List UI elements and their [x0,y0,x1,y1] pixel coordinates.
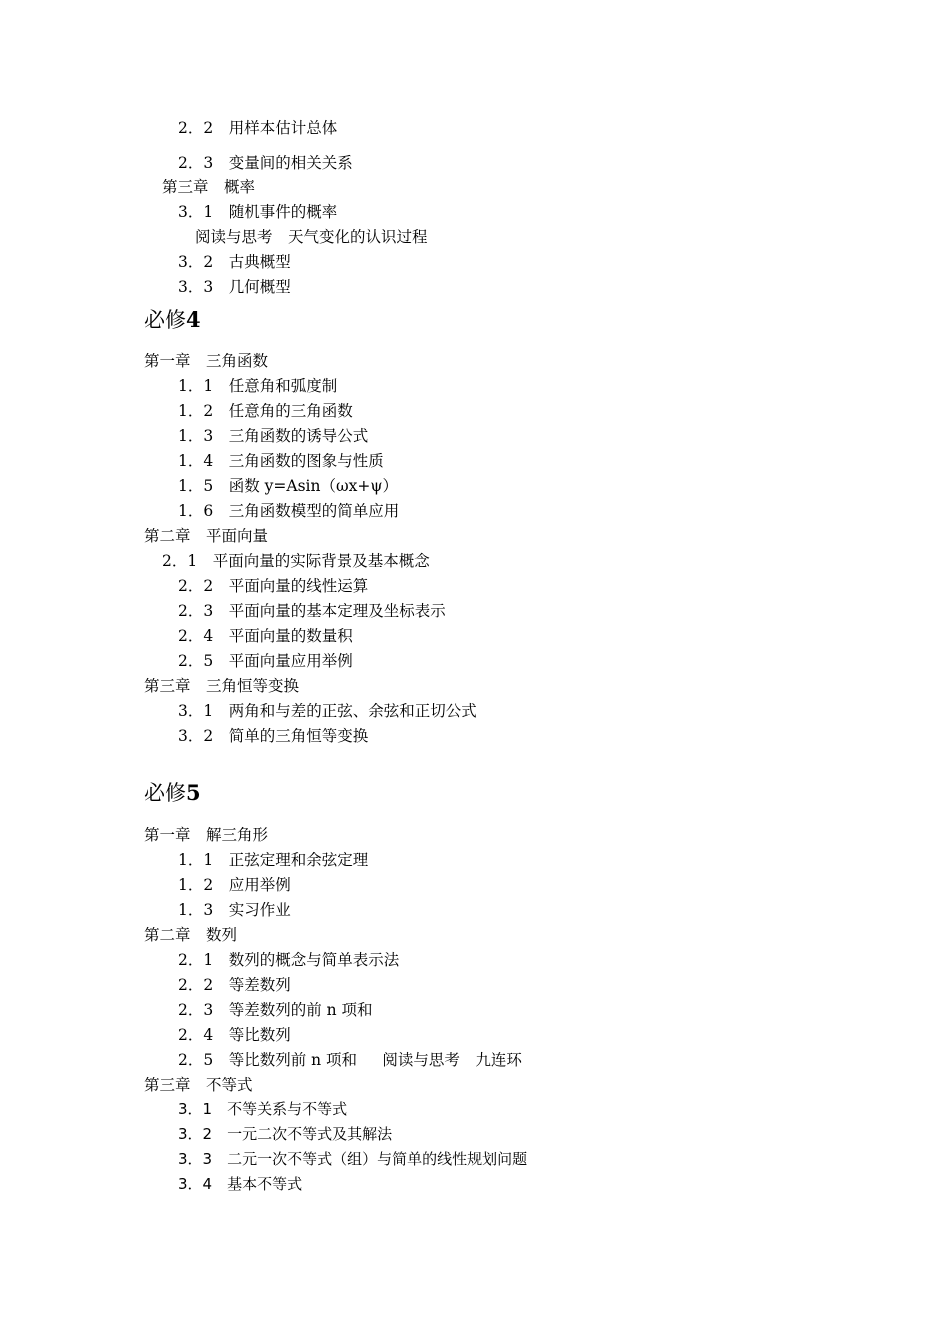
toc-section: 1．6 三角函数模型的简单应用 [178,502,400,520]
toc-section: 2．2 平面向量的线性运算 [178,577,369,595]
toc-chapter: 第三章 不等式 [144,1076,253,1094]
toc-section: 2．2 等差数列 [178,976,291,994]
toc-section: 1．1 正弦定理和余弦定理 [178,851,369,869]
toc-section: 1．3 实习作业 [178,901,291,919]
toc-section: 2．3 平面向量的基本定理及坐标表示 [178,602,446,620]
toc-section: 2．5 等比数列前 n 项和 阅读与思考 九连环 [178,1051,522,1069]
toc-section: 3．4 基本不等式 [178,1175,303,1193]
toc-section: 3．2 一元二次不等式及其解法 [178,1125,393,1143]
toc-section: 2．4 平面向量的数量积 [178,627,353,645]
toc-section: 2．4 等比数列 [178,1026,291,1044]
toc-chapter: 第一章 三角函数 [144,352,269,370]
toc-section: 1．5 函数 y=Asin（ωx+ψ） [178,477,399,495]
toc-section: 3．1 不等关系与不等式 [178,1100,348,1118]
module-heading-number: 4 [186,307,201,332]
toc-section: 1．4 三角函数的图象与性质 [178,452,384,470]
toc-chapter: 第一章 解三角形 [144,826,269,844]
toc-chapter: 第二章 数列 [144,926,238,944]
toc-section: 1．3 三角函数的诱导公式 [178,427,369,445]
module-heading-label: 必修 [144,308,186,332]
toc-reading: 阅读与思考 天气变化的认识过程 [195,228,428,246]
toc-section: 2．1 平面向量的实际背景及基本概念 [162,552,430,570]
toc-section: 3．1 两角和与差的正弦、余弦和正切公式 [178,702,477,720]
toc-section: 3．2 简单的三角恒等变换 [178,727,369,745]
toc-chapter: 第二章 平面向量 [144,527,269,545]
module-heading-4 [144,307,201,333]
toc-section: 2．2 用样本估计总体 [178,119,338,137]
toc-section: 1．1 任意角和弧度制 [178,377,338,395]
toc-section: 3．3 几何概型 [178,278,291,296]
module-heading-number: 5 [186,780,201,805]
toc-chapter: 第三章 概率 [162,178,256,196]
toc-section: 1．2 应用举例 [178,876,291,894]
toc-section: 3．2 古典概型 [178,253,291,271]
toc-section: 3．3 二元一次不等式（组）与简单的线性规划问题 [178,1150,528,1168]
module-heading-label: 必修 [144,781,186,805]
toc-section: 3．1 随机事件的概率 [178,203,338,221]
toc-section: 2．3 变量间的相关关系 [178,154,353,172]
module-heading-5 [144,780,201,806]
toc-section: 1．2 任意角的三角函数 [178,402,353,420]
toc-section: 2．3 等差数列的前 n 项和 [178,1001,373,1019]
toc-chapter: 第三章 三角恒等变换 [144,677,300,695]
toc-section: 2．5 平面向量应用举例 [178,652,353,670]
toc-section: 2．1 数列的概念与简单表示法 [178,951,400,969]
